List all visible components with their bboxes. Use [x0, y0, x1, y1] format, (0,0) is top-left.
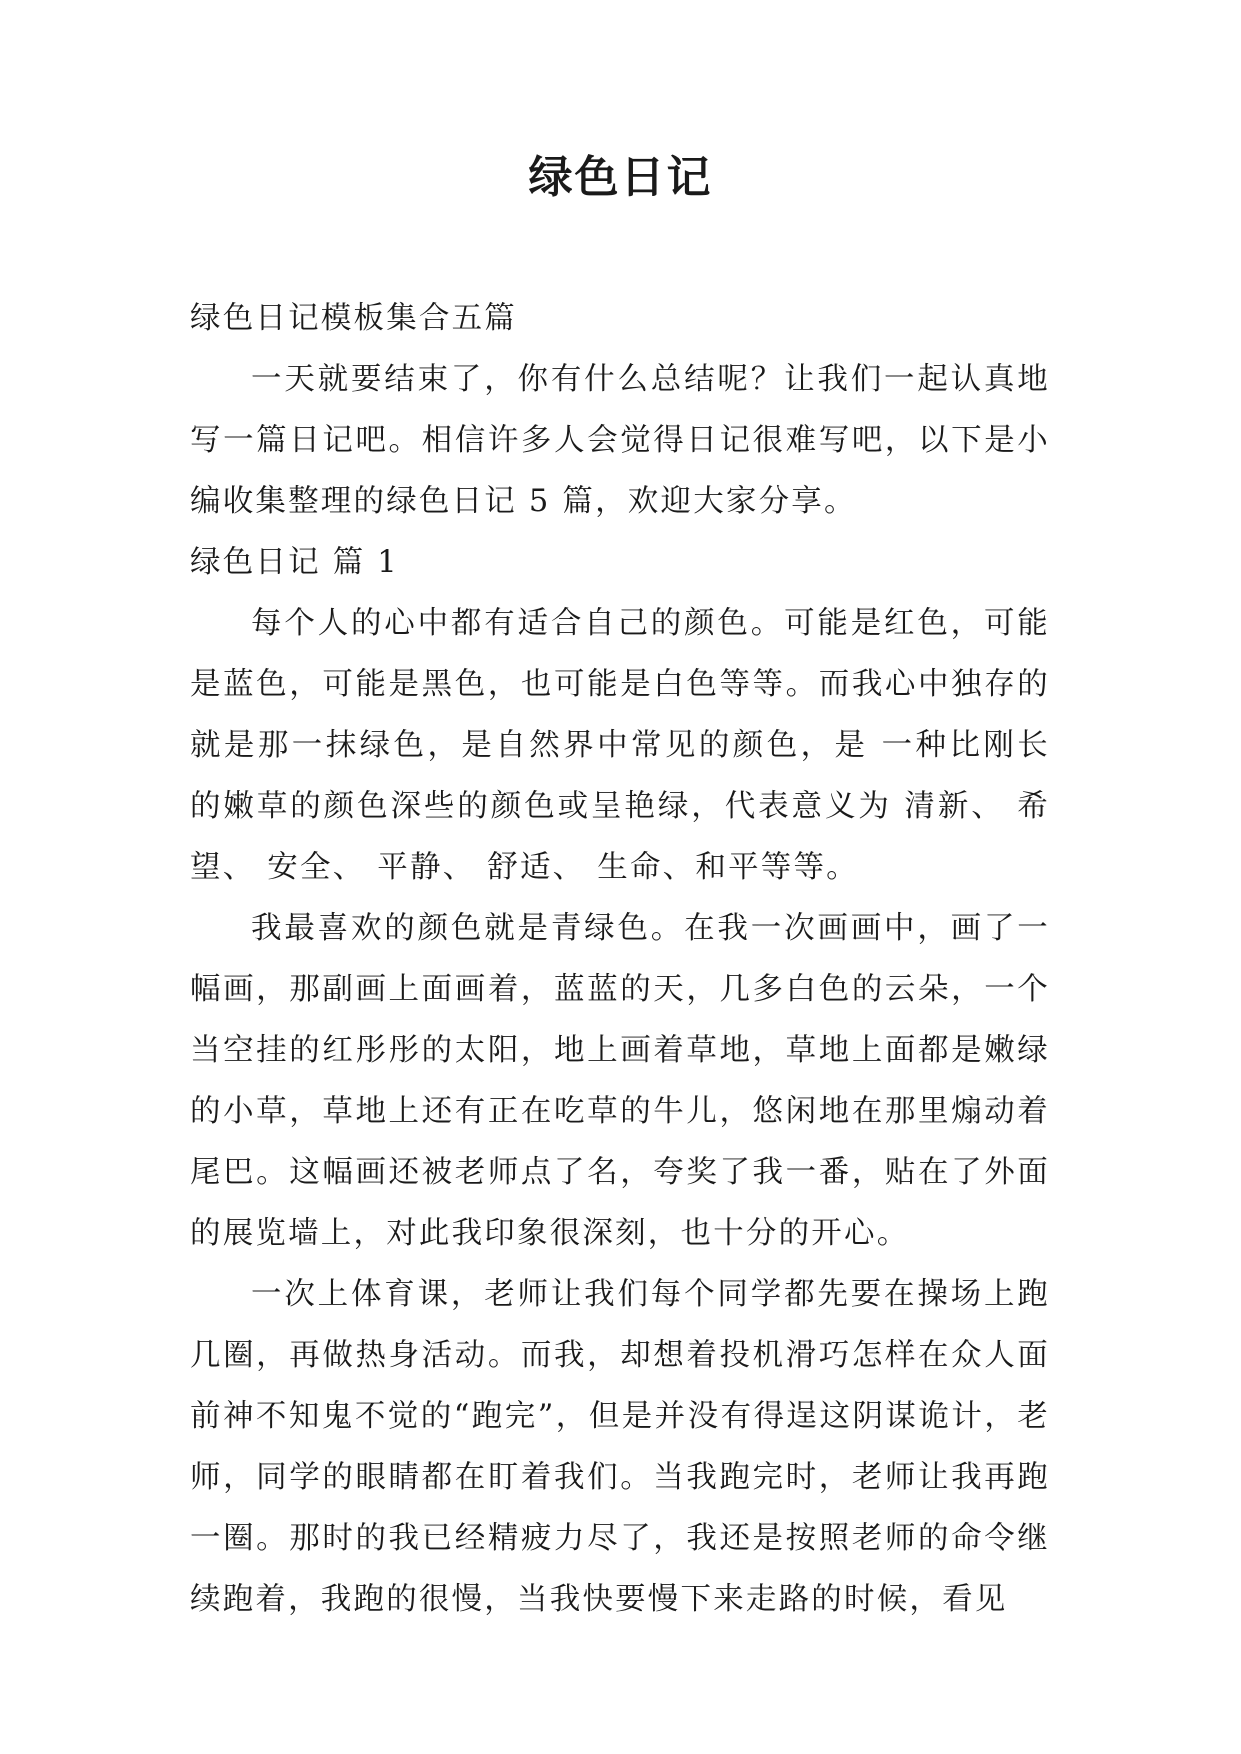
body-paragraph: 每个人的心中都有适合自己的颜色。可能是红色，可能是蓝色，可能是黑色，也可能是白色等等。而我心中独存的就是那一抹绿色，是自然界中常见的颜色，是 一种比刚长的嫩草的颜色深些的颜色或呈艳绿，代表意义为 清新、 希望、 安全、 平静、 舒适、 生命、和平等等。 [190, 606, 1050, 885]
document-body [190, 288, 1050, 1630]
section-heading: 绿色日记 篇 1 [190, 545, 399, 580]
document-title: 绿色日记 [528, 152, 713, 203]
body-paragraph: 一次上体育课，老师让我们每个同学都先要在操场上跑几圈，再做热身活动。而我，却想着投机滑巧怎样在众人面前神不知鬼不觉的“跑完”，但是并没有得逞这阴谋诡计，老师，同学的眼睛都在盯着我们。当我跑完时，老师让我再跑一圈。那时的我已经精疲力尽了，我还是按照老师的命令继续跑着，我跑的很慢，当我快要慢下来走路的时候，看见 [190, 1277, 1050, 1617]
intro-paragraph: 一天就要结束了，你有什么总结呢？让我们一起认真地写一篇日记吧。相信许多人会觉得日记很难写吧，以下是小编收集整理的绿色日记 5 篇，欢迎大家分享。 [190, 362, 1050, 519]
body-paragraph: 我最喜欢的颜色就是青绿色。在我一次画画中，画了一幅画，那副画上面画着，蓝蓝的天，几多白色的云朵，一个当空挂的红彤彤的太阳，地上画着草地，草地上面都是嫩绿的小草，草地上还有正在吃草的牛儿，悠闲地在那里煽动着尾巴。这幅画还被老师点了名，夸奖了我一番，贴在了外面的展览墙上，对此我印象很深刻，也十分的开心。 [190, 911, 1050, 1251]
subtitle-line: 绿色日记模板集合五篇 [190, 301, 517, 336]
